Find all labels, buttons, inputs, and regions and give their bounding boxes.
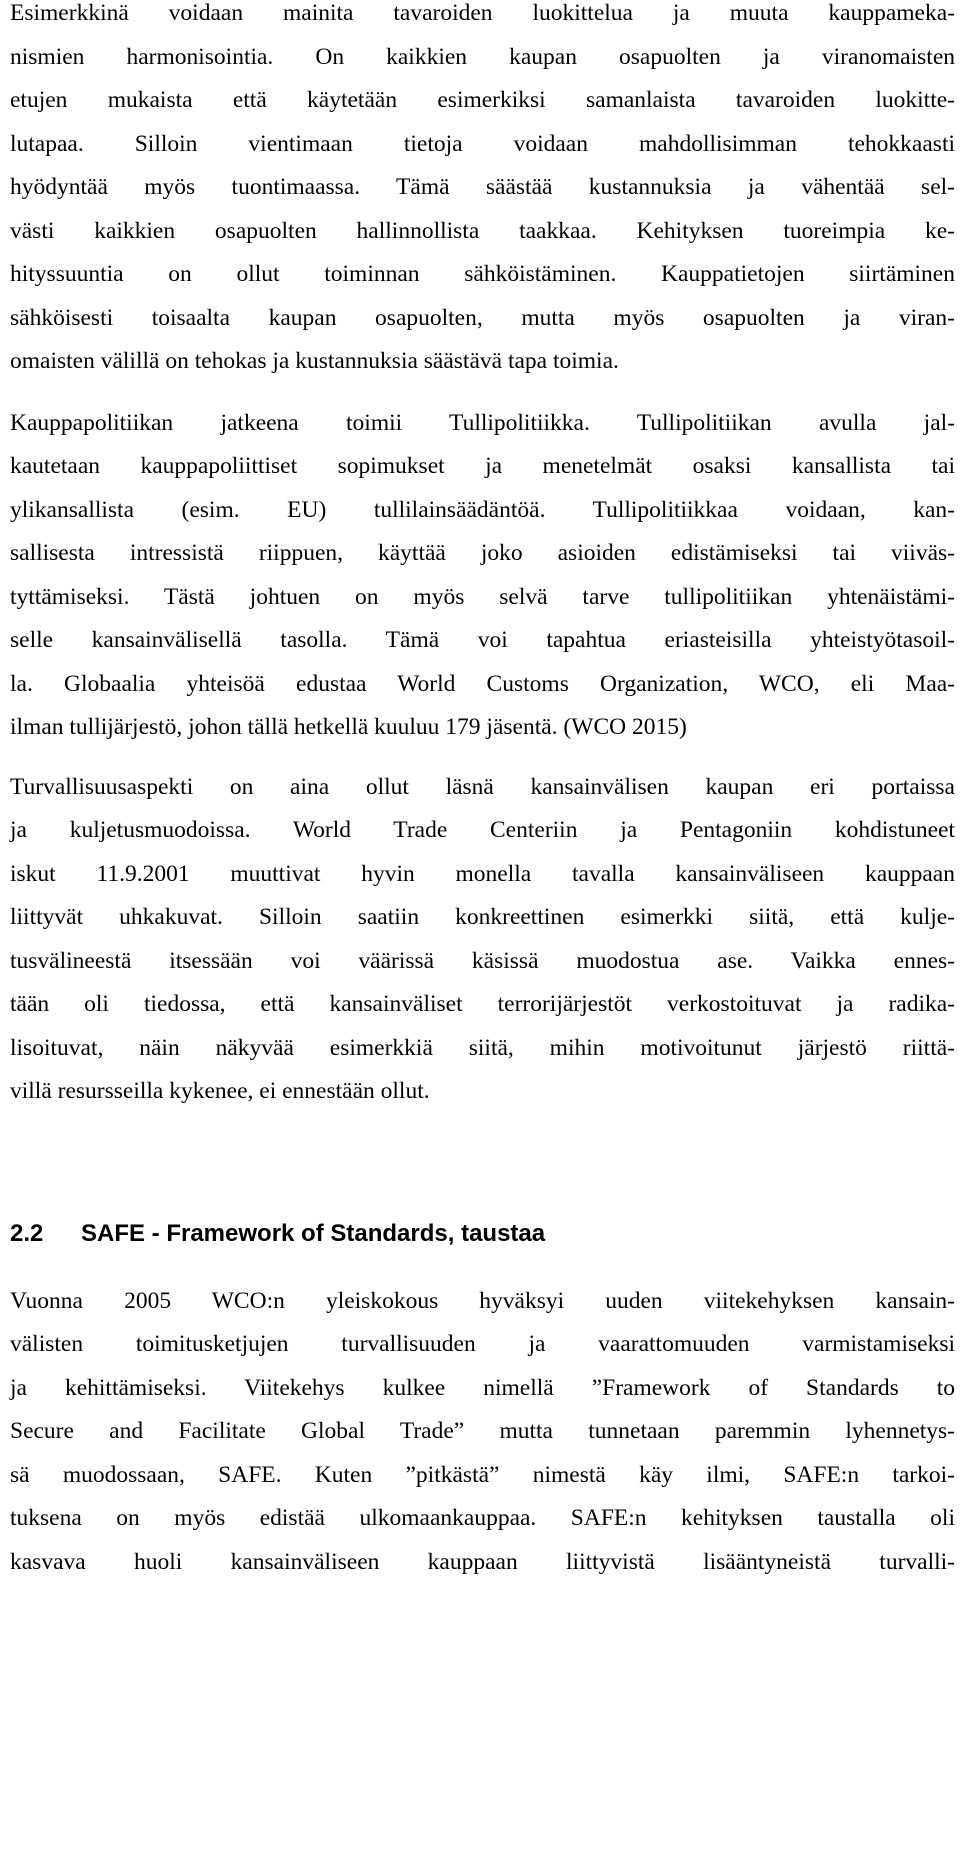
paragraph-3 <box>10 772 955 1120</box>
text-line: välisten toimitusketjujen turvallisuuden ja vaarattomuuden varmistamiseksi <box>10 1331 955 1357</box>
text-line: tusvälineestä itsessään voi väärissä käsissä muodostua ase. Vaikka ennes- <box>10 947 955 974</box>
document-page <box>10 0 955 1590</box>
text-line: hityssuuntia on ollut toiminnan sähköistäminen. Kauppatietojen siirtäminen <box>10 261 955 287</box>
paragraph-gap <box>10 756 955 772</box>
text-line: ja kuljetusmuodoissa. World Trade Centeriin ja Pentagoniin kohdistuneet <box>10 817 955 843</box>
text-line: Kauppapolitiikan jatkeena toimii Tullipolitiikka. Tullipolitiikan avulla jal- <box>10 409 955 436</box>
section-number: 2.2 <box>10 1219 44 1247</box>
text-line: nismien harmonisointia. On kaikkien kaupan osapuolten ja viranomaisten <box>10 43 955 70</box>
text-line: tuksena on myös edistää ulkomaankauppaa. SAFE:n kehityksen taustalla oli <box>10 1505 955 1531</box>
heading-gap <box>10 1249 955 1286</box>
section-paragraph <box>10 1286 955 1591</box>
text-line: Esimerkkinä voidaan mainita tavaroiden luokittelua ja muuta kauppameka- <box>10 0 955 26</box>
text-line: villä resursseilla kykenee, ei ennestään ollut. <box>10 1078 430 1104</box>
text-line: sallisesta intressistä riippuen, käyttää joko asioiden edistämiseksi tai viiväs- <box>10 540 955 566</box>
paragraph-1 <box>10 0 955 390</box>
text-line: kasvava huoli kansainväliseen kauppaan liittyvistä lisääntyneistä turvalli- <box>10 1548 955 1575</box>
text-line: lutapaa. Silloin vientimaan tietoja voidaan mahdollisimman tehokkaasti <box>10 130 955 157</box>
text-line: kautetaan kauppapoliittiset sopimukset ja menetelmät osaksi kansallista tai <box>10 453 955 479</box>
text-line: selle kansainvälisellä tasolla. Tämä voi tapahtua eriasteisilla yhteistyötasoil- <box>10 627 955 653</box>
text-line: Secure and Facilitate Global Trade” mutta tunnetaan paremmin lyhennetys- <box>10 1418 955 1444</box>
text-line: hyödyntää myös tuontimaassa. Tämä säästää kustannuksia ja vähentää sel- <box>10 174 955 200</box>
text-line: la. Globaalia yhteisöä edustaa World Customs Organization, WCO, eli Maa- <box>10 670 955 697</box>
section-heading <box>10 1219 955 1249</box>
section-gap <box>10 1120 955 1219</box>
text-line: ilman tullijärjestö, johon tällä hetkellä kuuluu 179 jäsentä. (WCO 2015) <box>10 714 687 740</box>
paragraph-2 <box>10 408 955 756</box>
text-line: ylikansallista (esim. EU) tullilainsäädäntöä. Tullipolitiikkaa voidaan, kan- <box>10 496 955 523</box>
text-line: liittyvät uhkakuvat. Silloin saatiin konkreettinen esimerkki siitä, että kulje- <box>10 904 955 930</box>
text-line: ja kehittämiseksi. Viitekehys kulkee nimellä ”Framework of Standards to <box>10 1374 955 1401</box>
text-line: västi kaikkien osapuolten hallinnollista taakkaa. Kehityksen tuoreimpia ke- <box>10 217 955 244</box>
text-line: tyttämiseksi. Tästä johtuen on myös selvä tarve tullipolitiikan yhtenäistämi- <box>10 583 955 610</box>
text-line: Turvallisuusaspekti on aina ollut läsnä kansainvälisen kaupan eri portaissa <box>10 773 955 800</box>
text-line: sähköisesti toisaalta kaupan osapuolten, mutta myös osapuolten ja viran- <box>10 304 955 331</box>
text-line: sä muodossaan, SAFE. Kuten ”pitkästä” nimestä käy ilmi, SAFE:n tarkoi- <box>10 1461 955 1488</box>
section-title: SAFE - Framework of Standards, taustaa <box>81 1219 546 1247</box>
paragraph-gap <box>10 390 955 408</box>
text-line: etujen mukaista että käytetään esimerkiksi samanlaista tavaroiden luokitte- <box>10 87 955 113</box>
text-line: iskut 11.9.2001 muuttivat hyvin monella tavalla kansainväliseen kauppaan <box>10 860 955 887</box>
text-line: tään oli tiedossa, että kansainväliset terrorijärjestöt verkostoituvat ja radika- <box>10 991 955 1017</box>
text-line: Vuonna 2005 WCO:n yleiskokous hyväksyi uuden viitekehyksen kansain- <box>10 1287 955 1314</box>
text-line: omaisten välillä on tehokas ja kustannuksia säästävä tapa toimia. <box>10 348 619 374</box>
text-line: lisoituvat, näin näkyvää esimerkkiä siitä, mihin motivoitunut järjestö riittä- <box>10 1034 955 1061</box>
